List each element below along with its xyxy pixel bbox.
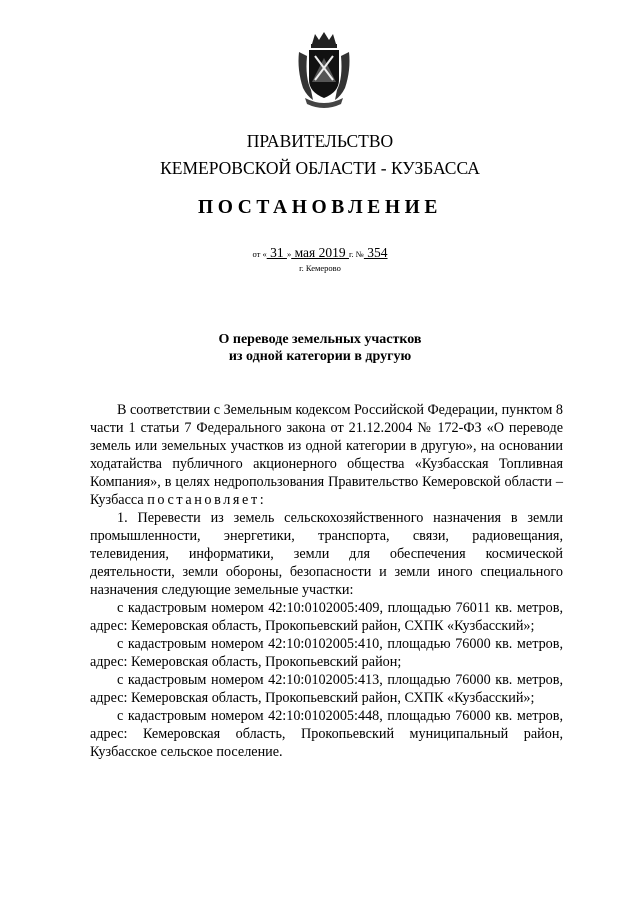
coat-of-arms-icon [295,30,353,110]
date-close-quote: » [286,249,292,259]
date-from-label: от « [252,249,267,259]
clause-1-paragraph: 1. Перевести из земель сельскохозяйственного назначения в земли промышленности, энергетики, транспорта, связи, радиовещания, телевидения, информатики, земли для обеспечения космической деятельности, земли обороны, безопасности и земли иного специального назначения следующие земельные участки: [90,510,563,598]
preamble-text: В соответствии с Земельным кодексом Российской Федерации, пунктом 8 части 1 статьи 7 Федерального закона от 21.12.2004 № 172-ФЗ «О переводе земель или земельных участков из одной категории в другую», на основании ходатайства публичного акционерного общества «Кузбасская Топливная Компания», в целях недропользования Правительство Кемеровской области – Кузбасса [90,402,564,508]
subject-line1: О переводе земельных участков [218,332,422,347]
dateline [0,245,640,261]
date-day: 31 [266,245,287,260]
document-subject [0,331,640,365]
date-year-suffix: г. [348,249,354,259]
land-plot-item: с кадастровым номером 42:10:0102005:413, площадью 76000 кв. метров, адрес: Кемеровская область, Прокопьевский район, СХПК «Кузбасский»; [90,672,563,706]
decree-word: постановляет: [147,492,267,508]
land-plot-item: с кадастровым номером 42:10:0102005:409, площадью 76011 кв. метров, адрес: Кемеровская область, Прокопьевский район, СХПК «Кузбасский»; [90,600,563,634]
org-name-line1: ПРАВИТЕЛЬСТВО [246,131,394,151]
preamble-paragraph [90,401,563,509]
land-plot-item: с кадастровым номером 42:10:0102005:448, площадью 76000 кв. метров, адрес: Кемеровская область, Прокопьевский муниципальный район, Кузбасское сельское поселение. [90,708,563,760]
doc-number: 354 [363,245,388,260]
document-body [90,401,563,761]
city-name: г. Кемерово [299,263,341,273]
document-type-title: ПОСТАНОВЛЕНИЕ [197,197,443,218]
org-name-line2: КЕМЕРОВСКОЙ ОБЛАСТИ - КУЗБАССА [160,158,480,178]
date-month-year: мая 2019 [291,245,349,260]
doc-number-label: № [355,249,364,259]
subject-line2: из одной категории в другую [228,349,412,364]
land-plot-item: с кадастровым номером 42:10:0102005:410, площадью 76000 кв. метров, адрес: Кемеровская область, Прокопьевский район; [90,636,563,670]
